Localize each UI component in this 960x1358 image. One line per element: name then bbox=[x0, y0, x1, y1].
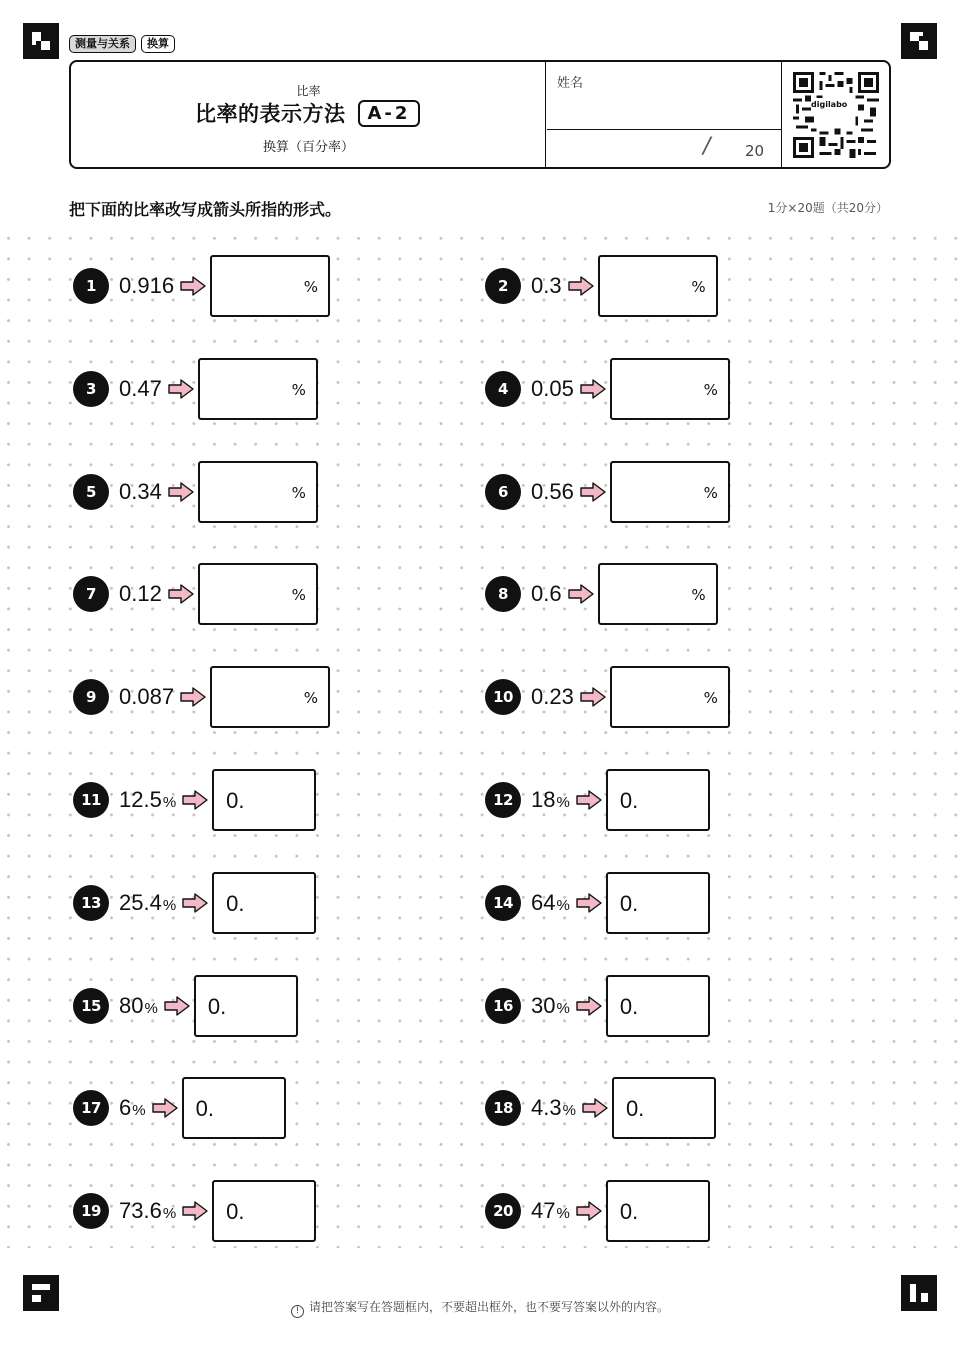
name-score-divider bbox=[547, 129, 782, 130]
problem-value: 12.5 bbox=[119, 787, 162, 812]
problem-number: 3 bbox=[73, 371, 109, 407]
problem-item bbox=[73, 358, 318, 420]
problem-item bbox=[485, 358, 730, 420]
qr-code-icon bbox=[793, 72, 879, 158]
problem-value: 0.23 bbox=[531, 684, 574, 710]
problem-value: 6 bbox=[119, 1095, 132, 1121]
problem-value: 0.47 bbox=[119, 375, 162, 401]
problem-item bbox=[485, 666, 730, 728]
problem-question bbox=[119, 1198, 176, 1224]
problem-value: 0.087 bbox=[119, 684, 175, 710]
problem-question bbox=[531, 993, 570, 1019]
footer-text: 请把答案写在答题框内，不要超出框外，也不要写答案以外的内容。 bbox=[308, 1300, 669, 1314]
answer-prefix: 0. bbox=[625, 1096, 645, 1122]
arrow-right-icon bbox=[168, 584, 194, 604]
problem-item bbox=[485, 255, 718, 317]
arrow-right-icon bbox=[168, 379, 194, 399]
arrow-right-icon bbox=[576, 790, 602, 810]
problem-item bbox=[485, 461, 730, 523]
answer-prefix: 0. bbox=[619, 890, 639, 916]
answer-box[interactable] bbox=[606, 769, 710, 831]
answer-box[interactable] bbox=[210, 255, 330, 317]
problem-item bbox=[485, 769, 710, 831]
problem-question bbox=[119, 479, 162, 505]
answer-suffix: % bbox=[691, 278, 706, 296]
page-title: 比率的表示方法 bbox=[195, 102, 346, 126]
category-tag: 测量与关系 bbox=[69, 35, 136, 53]
problem-number: 6 bbox=[485, 474, 521, 510]
answer-suffix: % bbox=[703, 380, 718, 399]
problem-value: 0.56 bbox=[531, 478, 574, 504]
score-note: 1分×20题（共20分） bbox=[767, 201, 888, 215]
answer-box[interactable] bbox=[606, 975, 710, 1037]
problem-value: 0.34 bbox=[119, 478, 162, 504]
qr-panel bbox=[783, 62, 889, 167]
problem-unit: % bbox=[556, 794, 570, 811]
arrow-right-icon bbox=[580, 687, 606, 707]
problem-question bbox=[119, 376, 162, 402]
problem-number: 1 bbox=[73, 268, 109, 304]
problem-number: 15 bbox=[73, 988, 109, 1024]
problem-unit: % bbox=[144, 999, 158, 1017]
answer-box[interactable] bbox=[610, 461, 730, 523]
problem-unit: % bbox=[162, 794, 177, 811]
problem-number: 7 bbox=[73, 576, 109, 612]
arrow-right-icon bbox=[182, 893, 208, 913]
arrow-right-icon bbox=[582, 1098, 608, 1118]
page-subtitle: 换算（百分率） bbox=[262, 140, 354, 155]
problem-item bbox=[73, 563, 318, 625]
arrow-right-icon bbox=[576, 996, 602, 1016]
problem-value: 0.05 bbox=[531, 375, 574, 401]
problem-item bbox=[73, 461, 318, 523]
problem-question bbox=[531, 684, 574, 710]
problem-question bbox=[531, 787, 570, 813]
problem-item bbox=[485, 1077, 716, 1139]
problem-question bbox=[119, 1095, 146, 1121]
problem-value: 0.3 bbox=[531, 273, 562, 298]
problem-value: 30 bbox=[531, 992, 556, 1018]
arrow-right-icon bbox=[576, 1201, 602, 1221]
problem-number: 9 bbox=[73, 679, 109, 715]
problem-question bbox=[119, 684, 174, 710]
problem-value: 4.3 bbox=[531, 1095, 562, 1121]
problem-question bbox=[531, 890, 570, 916]
level-badge: A-2 bbox=[358, 100, 421, 127]
score-slash: / bbox=[703, 134, 711, 159]
info-icon: ! bbox=[291, 1305, 304, 1318]
answer-suffix: % bbox=[291, 483, 306, 502]
problem-value: 0.6 bbox=[531, 581, 562, 607]
answer-suffix: % bbox=[703, 483, 718, 502]
arrow-right-icon bbox=[164, 996, 190, 1016]
answer-suffix: % bbox=[691, 586, 706, 605]
answer-prefix: 0. bbox=[195, 1096, 214, 1122]
name-label: 姓名 bbox=[557, 76, 584, 91]
problem-number: 17 bbox=[73, 1090, 109, 1126]
answer-suffix: % bbox=[703, 689, 718, 708]
answer-prefix: 0. bbox=[226, 788, 245, 813]
problem-question bbox=[119, 581, 162, 607]
answer-box[interactable] bbox=[182, 1077, 286, 1139]
answer-box[interactable] bbox=[598, 255, 718, 317]
answer-box[interactable] bbox=[194, 975, 298, 1037]
arrow-right-icon bbox=[180, 276, 206, 296]
problem-item bbox=[485, 1180, 710, 1242]
problem-value: 80 bbox=[119, 992, 144, 1018]
problem-question bbox=[119, 993, 158, 1019]
answer-prefix: 0. bbox=[226, 890, 245, 916]
problem-number: 14 bbox=[485, 885, 521, 921]
unit-label: 比率 bbox=[296, 84, 321, 98]
problem-number: 5 bbox=[73, 474, 109, 510]
problem-number: 13 bbox=[73, 885, 109, 921]
arrow-right-icon bbox=[568, 276, 594, 296]
problem-number: 2 bbox=[485, 268, 521, 304]
problem-item bbox=[73, 255, 330, 317]
answer-prefix: 0. bbox=[619, 788, 639, 813]
worksheet-header bbox=[69, 60, 891, 169]
arrow-right-icon bbox=[182, 1201, 208, 1221]
answer-box[interactable] bbox=[212, 769, 316, 831]
answer-box[interactable] bbox=[610, 358, 730, 420]
arrow-right-icon bbox=[168, 482, 194, 502]
problem-question bbox=[531, 376, 574, 402]
answer-box[interactable] bbox=[212, 1180, 316, 1242]
answer-prefix: 0. bbox=[226, 1199, 245, 1225]
name-score-panel bbox=[547, 62, 782, 167]
answer-box[interactable] bbox=[606, 872, 710, 934]
score-total: 20 bbox=[745, 142, 765, 160]
problem-number: 4 bbox=[485, 371, 521, 407]
problem-item bbox=[485, 975, 710, 1037]
problem-question bbox=[531, 479, 574, 505]
problem-number: 20 bbox=[485, 1193, 521, 1229]
problem-number: 10 bbox=[485, 679, 521, 715]
problem-item bbox=[485, 563, 718, 625]
problem-value: 47 bbox=[531, 1198, 556, 1224]
arrow-right-icon bbox=[568, 584, 594, 604]
problem-unit: % bbox=[556, 1205, 570, 1223]
arrow-right-icon bbox=[580, 482, 606, 502]
answer-prefix: 0. bbox=[619, 993, 639, 1019]
answer-box[interactable] bbox=[198, 461, 318, 523]
problem-item bbox=[73, 769, 316, 831]
answer-box[interactable] bbox=[610, 666, 730, 728]
problem-item bbox=[73, 975, 298, 1037]
problem-question bbox=[119, 787, 176, 813]
problem-value: 0.916 bbox=[119, 273, 175, 298]
corner-marker-top-right bbox=[901, 23, 937, 59]
problem-question bbox=[531, 273, 562, 299]
answer-box[interactable] bbox=[606, 1180, 710, 1242]
problem-number: 18 bbox=[485, 1090, 521, 1126]
problem-question bbox=[119, 890, 176, 916]
problem-value: 18 bbox=[531, 787, 556, 812]
corner-marker-top-left bbox=[23, 23, 59, 59]
problem-value: 0.12 bbox=[119, 581, 162, 607]
answer-box[interactable] bbox=[212, 872, 316, 934]
problem-value: 64 bbox=[531, 889, 556, 915]
problem-item bbox=[485, 872, 710, 934]
answer-prefix: 0. bbox=[619, 1199, 639, 1225]
category-tags bbox=[69, 35, 175, 53]
problem-number: 19 bbox=[73, 1193, 109, 1229]
instruction-text: 把下面的比率改写成箭头所指的形式。 bbox=[69, 200, 342, 219]
answer-suffix: % bbox=[303, 689, 319, 708]
problem-question bbox=[531, 1095, 576, 1121]
problem-unit: % bbox=[556, 999, 570, 1017]
answer-prefix: 0. bbox=[207, 993, 227, 1019]
answer-box[interactable] bbox=[612, 1077, 716, 1139]
arrow-right-icon bbox=[576, 893, 602, 913]
answer-box[interactable] bbox=[598, 563, 718, 625]
problem-question bbox=[531, 1198, 570, 1224]
arrow-right-icon bbox=[580, 379, 606, 399]
problem-item bbox=[73, 1077, 286, 1139]
answer-box[interactable] bbox=[210, 666, 330, 728]
qr-logo-text: digilabo bbox=[811, 100, 848, 109]
arrow-right-icon bbox=[182, 790, 208, 810]
answer-suffix: % bbox=[291, 380, 306, 399]
problem-item bbox=[73, 666, 330, 728]
answer-box[interactable] bbox=[198, 358, 318, 420]
footer-note bbox=[0, 1298, 960, 1318]
problem-unit: % bbox=[556, 896, 570, 914]
problem-number: 12 bbox=[485, 782, 521, 818]
problem-question bbox=[531, 581, 562, 607]
problem-value: 25.4 bbox=[119, 889, 162, 915]
title-row bbox=[195, 98, 420, 128]
arrow-right-icon bbox=[180, 687, 206, 707]
problem-number: 8 bbox=[485, 576, 521, 612]
problem-unit: % bbox=[162, 896, 177, 914]
answer-box[interactable] bbox=[198, 563, 318, 625]
answer-suffix: % bbox=[303, 278, 319, 296]
problem-question bbox=[119, 273, 174, 299]
arrow-right-icon bbox=[152, 1098, 178, 1118]
title-panel bbox=[71, 62, 546, 167]
problem-number: 11 bbox=[73, 782, 109, 818]
problem-item bbox=[73, 872, 316, 934]
problem-item bbox=[73, 1180, 316, 1242]
topic-tag: 换算 bbox=[141, 35, 175, 53]
problem-unit: % bbox=[132, 1102, 146, 1120]
problem-unit: % bbox=[162, 1205, 177, 1223]
problem-unit: % bbox=[562, 1102, 576, 1120]
problem-value: 73.6 bbox=[119, 1198, 162, 1224]
problem-number: 16 bbox=[485, 988, 521, 1024]
answer-suffix: % bbox=[291, 586, 306, 605]
